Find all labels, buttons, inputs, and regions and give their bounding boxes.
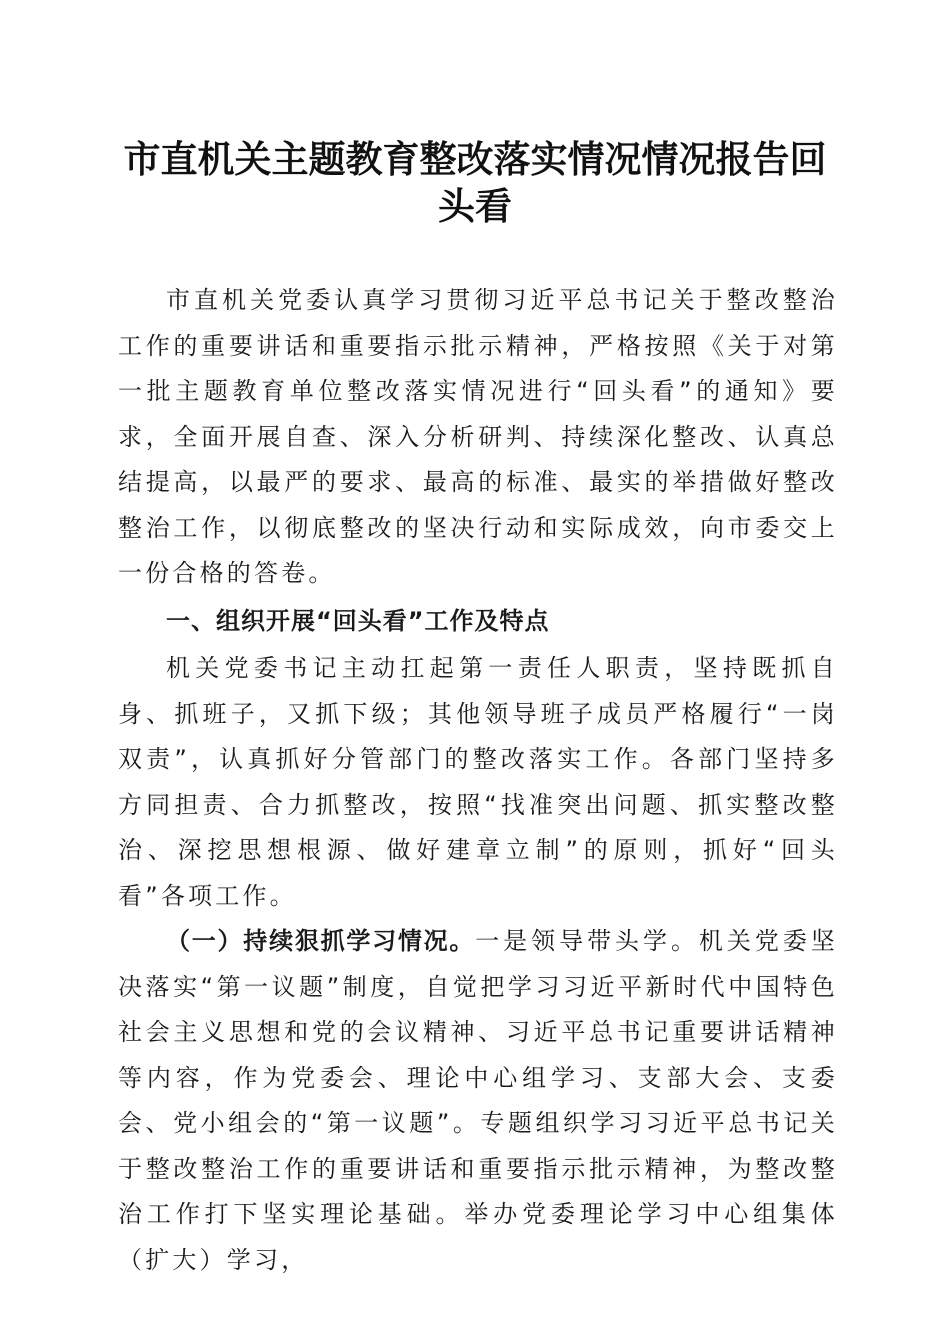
document-title: 市直机关主题教育整改落实情况情况报告回头看 xyxy=(123,137,827,228)
intro-paragraph: 市直机关党委认真学习贯彻习近平总书记关于整改整治工作的重要讲话和重要指示批示精神，严格按照《关于对第一批主题教育单位整改落实情况进行“回头看”的通知》要求，全面开展自查、深入分析研判、持续深化整改、认真总结提高，以最严的要求、最高的标准、最实的举措做好整改整治工作，以彻底整改的坚决行动和实际成效，向市委交上一份合格的答卷。 xyxy=(118,286,838,587)
subsection-1-paragraph xyxy=(118,919,838,1283)
document-body xyxy=(118,278,838,1283)
section-1-paragraph: 机关党委书记主动扛起第一责任人职责，坚持既抓自身、抓班子，又抓下级；其他领导班子成员严格履行“一岗双责”，认真抓好分管部门的整改落实工作。各部门坚持多方同担责、合力抓整改，按照“找准突出问题、抓实整改整治、深挖思想根源、做好建章立制”的原则，抓好“回头看”各项工作。 xyxy=(118,654,838,910)
section-heading-1: 一、组织开展“回头看”工作及特点 xyxy=(166,606,550,635)
subsection-1-text: 一是领导带头学。机关党委坚决落实“第一议题”制度，自觉把学习习近平新时代中国特色社会主义思想和党的会议精神、习近平总书记重要讲话精神等内容，作为党委会、理论中心组学习、支部大会、支委会、党小组会的“第一议题”。专题组织学习习近平总书记关于整改整治工作的重要讲话和重要指示批示精神，为整改整治工作打下坚实理论基础。举办党委理论学习中心组集体（扩大）学习， xyxy=(118,927,838,1274)
subsection-1-heading: （一）持续狠抓学习情况。 xyxy=(166,927,476,955)
